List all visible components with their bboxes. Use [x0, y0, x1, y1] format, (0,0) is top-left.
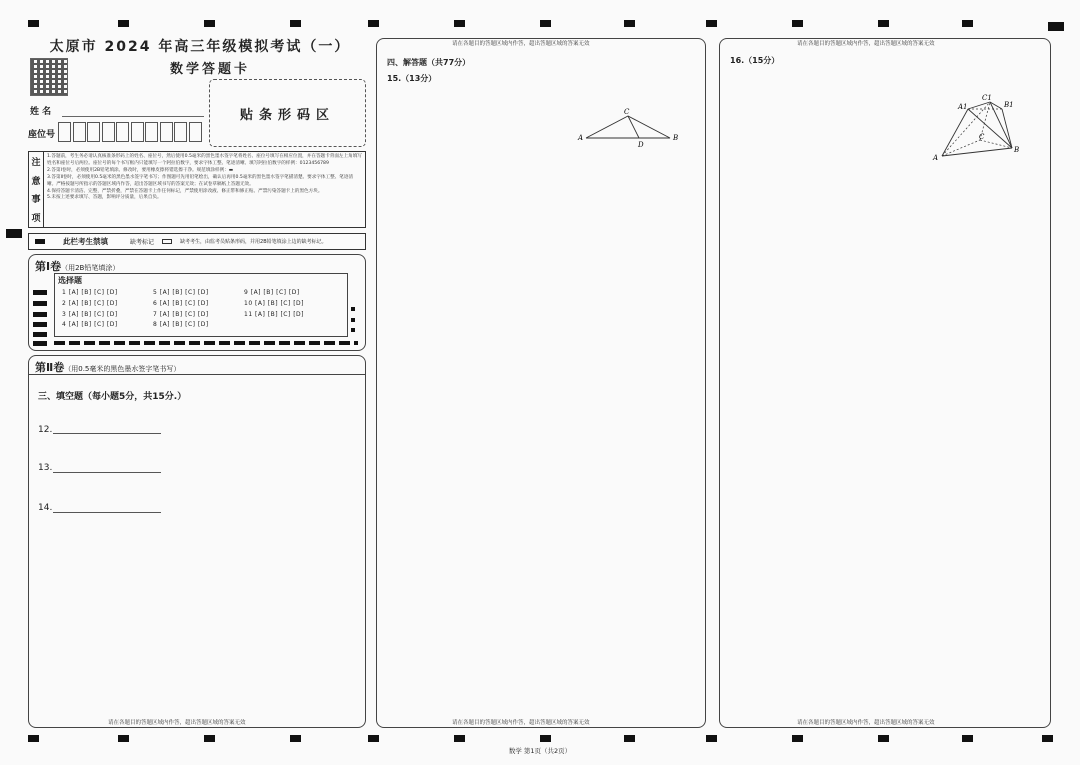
point-label: A	[933, 154, 939, 162]
question-16-label: 16.（15分）	[730, 56, 780, 65]
registration-mark	[962, 735, 973, 742]
registration-mark	[204, 20, 215, 27]
timing-dash-row	[54, 341, 358, 345]
choice-option-1[interactable]: 1 [A] [B] [C] [D]	[62, 289, 118, 296]
choice-option-5[interactable]: 5 [A] [B] [C] [D]	[153, 289, 209, 296]
black-mark-icon	[35, 239, 45, 244]
point-label: B	[1014, 146, 1020, 154]
barcode-area: 贴条形码区	[209, 79, 366, 147]
missing-bar-label: 此栏考生禁填	[63, 237, 108, 246]
timing-mark	[351, 307, 355, 311]
registration-mark	[28, 20, 39, 27]
registration-mark	[540, 20, 551, 27]
part1-title: 第Ⅰ卷（用2B铅笔填涂）	[35, 260, 120, 273]
registration-mark	[1042, 735, 1053, 742]
notice-body	[44, 152, 365, 227]
fill-answer-13[interactable]	[53, 472, 161, 473]
choice-option-8[interactable]: 8 [A] [B] [C] [D]	[153, 321, 209, 328]
notice-heading: 注 意 事 项	[29, 152, 44, 227]
registration-mark	[204, 735, 215, 742]
choice-title: 选择题	[58, 276, 82, 285]
bottom-warning: 请在各题目的答题区域内作答，超出答题区域的答案无效	[452, 720, 590, 726]
timing-mark	[351, 328, 355, 332]
point-label: A	[578, 134, 584, 142]
notice-box	[28, 151, 366, 228]
top-warning: 请在各题目的答题区域内作答，超出答题区域的答案无效	[452, 41, 590, 47]
point-label: C	[979, 133, 985, 141]
seat-number-boxes[interactable]	[58, 122, 203, 142]
fill-label-12: 12.	[38, 425, 53, 435]
point-label: C	[624, 108, 630, 116]
notice-item: 2.答第Ⅰ卷时，必须使用2B铅笔填涂。修改时，要用橡皮擦将错选擦干净。规范填涂样例：▬	[47, 167, 234, 173]
registration-mark	[454, 735, 465, 742]
part1-note: （用2B铅笔填涂）	[61, 264, 120, 272]
point-label: B1	[1004, 101, 1014, 109]
page-footer: 数学 第1页（共2页）	[508, 747, 572, 755]
point-label: C1	[982, 94, 992, 102]
row-mark	[33, 290, 47, 295]
name-field[interactable]	[62, 109, 204, 117]
choice-option-6[interactable]: 6 [A] [B] [C] [D]	[153, 300, 209, 307]
row-mark	[33, 322, 47, 327]
top-warning: 请在各题目的答题区域内作答，超出答题区域的答案无效	[797, 41, 935, 47]
row-mark	[33, 312, 47, 317]
registration-mark	[624, 20, 635, 27]
choice-option-7[interactable]: 7 [A] [B] [C] [D]	[153, 311, 209, 318]
choice-option-4[interactable]: 4 [A] [B] [C] [D]	[62, 321, 118, 328]
registration-mark	[962, 20, 973, 27]
part2-note: （用0.5毫米的黑色墨水签字笔书写）	[64, 365, 181, 373]
notice-item: 1.答题前，考生务必请认真核准条形码上的姓名、座位号，然后使用0.5毫米的黑色墨水签字笔将姓名、座位号填写在相应位置，并在答题卡背面左上角填写姓名和座位号后两位。座位号的每个书写框内只能填写一个阿拉伯数字，要求字体工整、笔迹清晰。填写阿拉伯数字的样例：0123456789	[47, 154, 362, 166]
registration-mark	[118, 20, 129, 27]
registration-mark	[706, 735, 717, 742]
registration-mark	[540, 735, 551, 742]
fill-label-14: 14.	[38, 503, 53, 513]
choice-option-3[interactable]: 3 [A] [B] [C] [D]	[62, 311, 118, 318]
registration-mark	[368, 735, 379, 742]
missing-mark-checkbox[interactable]	[162, 239, 172, 244]
registration-mark	[290, 735, 301, 742]
registration-mark	[454, 20, 465, 27]
registration-mark-left	[6, 229, 22, 238]
registration-mark	[792, 20, 803, 27]
registration-mark	[28, 735, 39, 742]
missing-exam-bar	[28, 233, 366, 250]
registration-mark	[878, 735, 889, 742]
row-mark	[33, 332, 47, 337]
registration-mark	[706, 20, 717, 27]
choice-option-9[interactable]: 9 [A] [B] [C] [D]	[244, 289, 300, 296]
card-subtitle: 数学答题卡	[169, 62, 250, 77]
missing-bar-note: 缺考考生，由监考员贴条形码，并用2B铅笔填涂上边的缺考标记。	[180, 239, 327, 245]
seat-label: 座位号	[28, 130, 56, 140]
solid-diagram-16	[930, 92, 1022, 164]
choice-option-10[interactable]: 10 [A] [B] [C] [D]	[244, 300, 305, 307]
divider	[28, 374, 366, 375]
notice-item: 4.保持答题卡清洁、完整，严禁折叠，严禁在答题卡上作任何标记，严禁使用涂改液、修正带和修正贴。严禁污染答题卡上的黑色方块。	[47, 188, 323, 194]
part2-panel	[28, 355, 366, 728]
bottom-warning: 请在各题目的答题区域内作答，超出答题区域的答案无效	[797, 720, 935, 726]
point-label: D	[638, 141, 644, 148]
point-label: B	[673, 134, 679, 142]
registration-mark	[118, 735, 129, 742]
fill-label-13: 13.	[38, 463, 53, 473]
triangle-diagram-15	[572, 106, 682, 148]
missing-mark-label: 缺考标记	[130, 239, 155, 246]
notice-item: 3.答第Ⅱ卷时，必须使用0.5毫米的黑色墨水签字笔书写；作图题可先用铅笔绘出，确认后再用0.5毫米的黑色墨水签字笔描清楚。要求字体工整、笔迹清晰。严格按题号所指示的答题区域内作答，超出答题区域书写的答案无效；在试卷草稿纸上答题无效。	[47, 174, 354, 187]
question-15-label: 15.（13分）	[387, 74, 437, 83]
registration-mark	[368, 20, 379, 27]
fill-in-title: 三、填空题（每小题5分，共15分.）	[38, 392, 187, 402]
qr-code-icon	[30, 58, 68, 96]
registration-mark	[878, 20, 889, 27]
timing-mark	[351, 318, 355, 322]
name-label: 姓 名	[30, 107, 52, 117]
fill-answer-14[interactable]	[53, 512, 161, 513]
point-label: A1	[958, 103, 968, 111]
registration-mark-right	[1048, 22, 1064, 31]
row-mark	[33, 301, 47, 306]
part2-title: 第Ⅱ卷（用0.5毫米的黑色墨水签字笔书写）	[35, 361, 181, 374]
exam-title: 太原市 2024 年高三年级模拟考试（一）	[49, 39, 351, 55]
bottom-warning: 请在各题目的答题区域内作答，超出答题区域的答案无效	[108, 720, 246, 726]
notice-item: 5.未按上述要求填写、答题，影响评分质量，后果自负。	[47, 195, 162, 201]
registration-mark	[792, 735, 803, 742]
choice-option-2[interactable]: 2 [A] [B] [C] [D]	[62, 300, 118, 307]
registration-mark	[290, 20, 301, 27]
answer-section-title: 四、解答题（共77分）	[387, 58, 471, 67]
row-mark	[33, 341, 47, 346]
registration-mark	[624, 735, 635, 742]
fill-answer-12[interactable]	[53, 433, 161, 434]
choice-option-11[interactable]: 11 [A] [B] [C] [D]	[244, 311, 305, 318]
